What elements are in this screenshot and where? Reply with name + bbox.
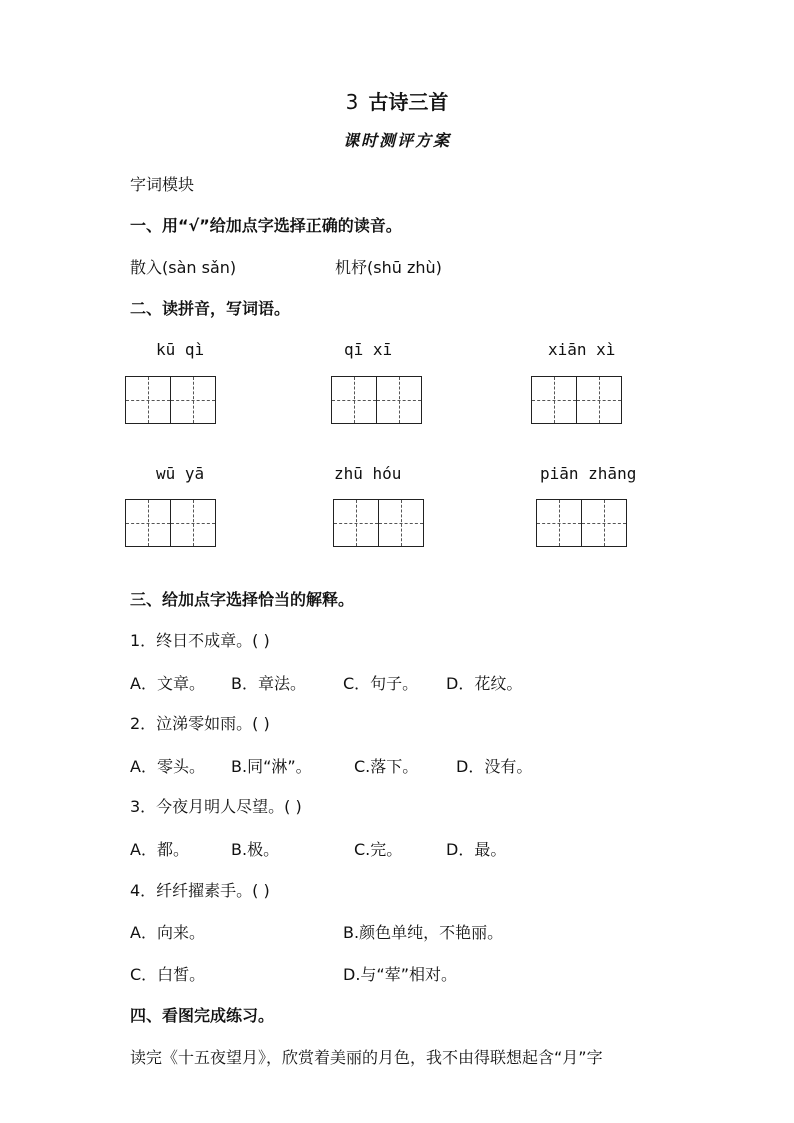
writing-cell[interactable] — [576, 376, 622, 424]
pinyin-6: piān zhāng — [540, 464, 637, 483]
q1-heading: 一、用“√”给加点字选择正确的读音。 — [130, 216, 402, 235]
q3-4-option-b: B.颜色单纯，不艳丽。 — [343, 923, 504, 942]
q4-heading: 四、看图完成练习。 — [130, 1006, 275, 1025]
q3-3-option-d: D．最。 — [446, 840, 507, 859]
lesson-number: 3 — [345, 90, 359, 114]
q1-item-1: 散入(sàn sǎn) — [130, 258, 237, 277]
q3-2-option-d: D．没有。 — [456, 757, 533, 776]
lesson-title: 古诗三首 — [368, 90, 449, 114]
pinyin-3: xiān xì — [548, 340, 616, 359]
writing-cell[interactable] — [536, 499, 582, 547]
writing-cell[interactable] — [333, 499, 379, 547]
writing-box-2[interactable] — [331, 376, 422, 424]
writing-cell[interactable] — [331, 376, 377, 424]
q4-text: 读完《十五夜望月》，欣赏着美丽的月色，我不由得联想起含“月”字 — [130, 1048, 603, 1067]
pinyin-4: wū yā — [156, 464, 205, 483]
writing-cell[interactable] — [125, 376, 171, 424]
q3-4-option-d: D.与“荤”相对。 — [343, 965, 457, 984]
writing-cell[interactable] — [378, 499, 424, 547]
q3-3-option-b: B.极。 — [231, 840, 280, 859]
q3-question-3: 3．今夜月明人尽望。( ) — [130, 797, 302, 816]
page-subtitle: 课时测评方案 — [342, 131, 451, 150]
q3-1-option-d: D．花纹。 — [446, 674, 523, 693]
q3-1-option-a: A．文章。 — [130, 674, 205, 693]
q3-2-option-b: B.同“淋”。 — [231, 757, 312, 776]
q2-heading: 二、读拼音，写词语。 — [130, 299, 291, 318]
module-heading: 字词模块 — [130, 175, 195, 194]
writing-cell[interactable] — [125, 499, 171, 547]
writing-box-3[interactable] — [531, 376, 622, 424]
pinyin-5: zhū hóu — [334, 464, 402, 483]
q3-1-option-c: C．句子。 — [343, 674, 419, 693]
q3-3-option-a: A．都。 — [130, 840, 189, 859]
q3-heading: 三、给加点字选择恰当的解释。 — [130, 590, 355, 609]
writing-cell[interactable] — [531, 376, 577, 424]
q3-question-4: 4．纤纤擢素手。( ) — [130, 881, 270, 900]
writing-box-6[interactable] — [536, 499, 627, 547]
q3-4-option-a: A．向来。 — [130, 923, 205, 942]
writing-box-4[interactable] — [125, 499, 216, 547]
q3-question-2: 2．泣涕零如雨。( ) — [130, 714, 270, 733]
q3-2-option-c: C.落下。 — [354, 757, 419, 776]
page-title — [0, 86, 794, 115]
pinyin-1: kū qì — [156, 340, 205, 359]
q3-1-option-b: B．章法。 — [231, 674, 306, 693]
q1-item-2: 机杼(shū zhù) — [335, 258, 442, 277]
q3-3-option-c: C.完。 — [354, 840, 403, 859]
writing-box-5[interactable] — [333, 499, 424, 547]
writing-cell[interactable] — [376, 376, 422, 424]
writing-cell[interactable] — [581, 499, 627, 547]
q3-2-option-a: A．零头。 — [130, 757, 205, 776]
pinyin-2: qī xī — [344, 340, 393, 359]
q3-question-1: 1．终日不成章。( ) — [130, 631, 270, 650]
writing-cell[interactable] — [170, 499, 216, 547]
writing-box-1[interactable] — [125, 376, 216, 424]
writing-cell[interactable] — [170, 376, 216, 424]
q3-4-option-c: C．白皙。 — [130, 965, 206, 984]
